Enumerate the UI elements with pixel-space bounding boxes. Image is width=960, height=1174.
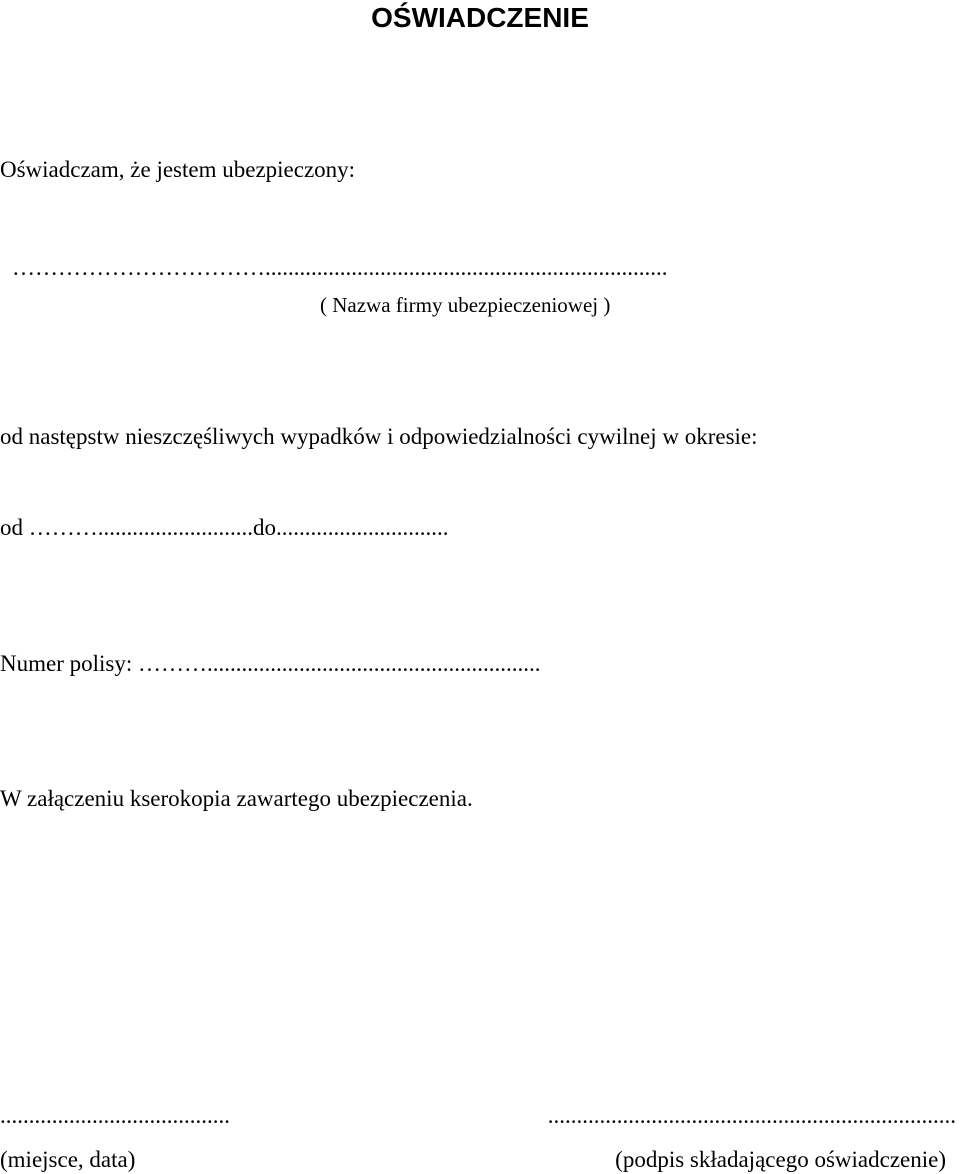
period-line: od ………...........................do.............................. (0, 515, 449, 540)
signature-fill-line: ....................................................................... (547, 1103, 956, 1128)
scope-text: od następstw nieszczęśliwych wypadków i odpowiedzialności cywilnej w okresie: (0, 424, 758, 449)
attachment-text: W załączeniu kserokopia zawartego ubezpieczenia. (0, 786, 473, 811)
place-date-caption: (miejsce, data) (0, 1147, 136, 1172)
policy-number-line: Numer polisy: ……….......................................................... (0, 651, 541, 676)
insurer-fill-line: ……………………………...................................................................... (12, 255, 668, 280)
intro-text: Oświadczam, że jestem ubezpieczony: (0, 157, 356, 182)
signature-caption: (podpis składającego oświadczenie) (615, 1147, 946, 1172)
insurer-caption: ( Nazwa firmy ubezpieczeniowej ) (320, 293, 611, 317)
place-date-fill-line: ........................................ (0, 1103, 230, 1128)
document-title: OŚWIADCZENIE (371, 2, 589, 33)
